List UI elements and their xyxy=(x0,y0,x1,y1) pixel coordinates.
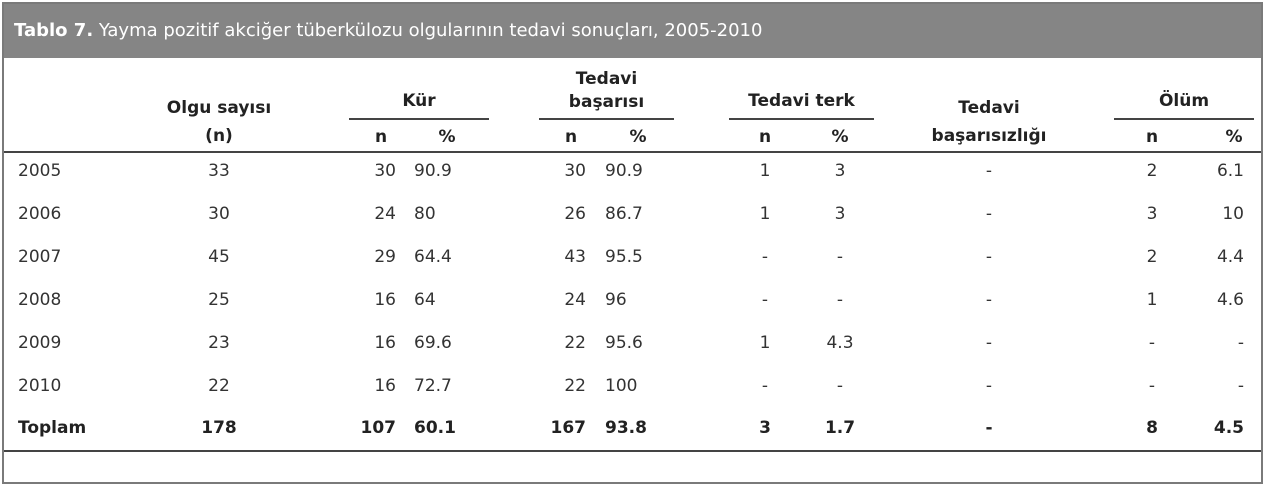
row-total-kur-n: 107 xyxy=(360,418,396,438)
row-2009-terk-n: 1 xyxy=(759,333,771,353)
row-total-terk-n: 3 xyxy=(759,418,771,438)
row-2008-olum-pct: 4.6 xyxy=(1216,290,1244,310)
row-2006-kur-pct: 80 xyxy=(414,204,436,224)
row-2007-kur-n: 29 xyxy=(374,247,396,267)
row-2005-olum-pct: 6.1 xyxy=(1216,161,1244,181)
row-2007-year: 2007 xyxy=(18,247,62,267)
row-2008-kur-pct: 64 xyxy=(414,290,436,310)
row-total-year: Toplam xyxy=(18,418,87,438)
row-2006-olum-pct: 10 xyxy=(1222,204,1244,224)
row-total-olum-n: 8 xyxy=(1146,418,1158,438)
header-kur: Kür xyxy=(402,91,436,111)
row-2009-kur-pct: 69.6 xyxy=(414,333,452,353)
row-2008-kur-n: 16 xyxy=(374,290,396,310)
header-olum-n: n xyxy=(1145,127,1159,147)
row-2005-kur-pct: 90.9 xyxy=(414,161,452,181)
row-2009-kur-n: 16 xyxy=(374,333,396,353)
row-2010-year: 2010 xyxy=(18,376,62,396)
row-2008-basarisiz: - xyxy=(985,290,993,310)
row-total-basarisiz: - xyxy=(985,418,993,438)
row-2007-bas-pct: 95.5 xyxy=(605,247,643,267)
table-caption xyxy=(4,4,1261,58)
row-2007-basarisiz: - xyxy=(985,247,993,267)
row-total-bas-n: 167 xyxy=(550,418,586,438)
row-2008-bas-pct: 96 xyxy=(605,290,627,310)
row-2007-bas-n: 43 xyxy=(564,247,586,267)
header-olum: Ölüm xyxy=(1158,91,1210,111)
table-caption-text: Yayma pozitif akciğer tüberkülozu olgularının tedavi sonuçları, 2005-2010 xyxy=(93,20,763,41)
row-2007-terk-n: - xyxy=(761,247,769,267)
row-2008-terk-n: - xyxy=(761,290,769,310)
header-terk-pct: % xyxy=(831,127,849,147)
header-bottom-rule xyxy=(4,151,1261,153)
row-2010-basarisiz: - xyxy=(985,376,993,396)
row-2006-year: 2006 xyxy=(18,204,62,224)
header-tedavi-basarisi-line2: başarısı xyxy=(568,92,645,112)
table-frame xyxy=(2,2,1263,484)
row-2006-olum-n: 3 xyxy=(1146,204,1158,224)
row-2007-olum-pct: 4.4 xyxy=(1216,247,1244,267)
row-2009-olgu: 23 xyxy=(208,333,230,353)
header-tedavi-terk-rule xyxy=(729,118,874,120)
row-2010-kur-n: 16 xyxy=(374,376,396,396)
header-basarisizlik-line1: Tedavi xyxy=(958,98,1020,118)
row-2006-basarisiz: - xyxy=(985,204,993,224)
row-2008-year: 2008 xyxy=(18,290,62,310)
row-2009-year: 2009 xyxy=(18,333,62,353)
row-2010-bas-pct: 100 xyxy=(605,376,638,396)
row-2005-kur-n: 30 xyxy=(374,161,396,181)
row-2010-terk-pct: - xyxy=(836,376,844,396)
row-2005-olum-n: 2 xyxy=(1146,161,1158,181)
header-olgu-line1: Olgu sayısı xyxy=(166,98,272,118)
header-olum-pct: % xyxy=(1225,127,1243,147)
row-2010-bas-n: 22 xyxy=(564,376,586,396)
table-bottom-rule xyxy=(4,450,1261,452)
row-2007-olgu: 45 xyxy=(208,247,230,267)
row-2005-basarisiz: - xyxy=(985,161,993,181)
row-2005-terk-n: 1 xyxy=(759,161,771,181)
row-2006-olgu: 30 xyxy=(208,204,230,224)
row-2006-bas-n: 26 xyxy=(564,204,586,224)
row-2009-olum-n: - xyxy=(1148,333,1156,353)
row-2010-kur-pct: 72.7 xyxy=(414,376,452,396)
header-tedavi-terk: Tedavi terk xyxy=(748,91,855,111)
table-caption-label: Tablo 7. xyxy=(14,20,94,41)
header-basarisizlik-line2: başarısızlığı xyxy=(931,126,1047,146)
row-2005-bas-pct: 90.9 xyxy=(605,161,643,181)
row-2010-terk-n: - xyxy=(761,376,769,396)
header-olum-rule xyxy=(1114,118,1254,120)
row-2010-olum-n: - xyxy=(1148,376,1156,396)
row-2005-year: 2005 xyxy=(18,161,62,181)
row-total-terk-pct: 1.7 xyxy=(824,418,856,438)
row-2008-bas-n: 24 xyxy=(564,290,586,310)
row-total-olgu: 178 xyxy=(201,418,237,438)
row-2009-basarisiz: - xyxy=(985,333,993,353)
row-total-olum-pct: 4.5 xyxy=(1213,418,1244,438)
header-bas-n: n xyxy=(564,127,578,147)
header-kur-rule xyxy=(349,118,489,120)
header-tedavi-basarisi-line1: Tedavi xyxy=(575,69,638,89)
row-2007-kur-pct: 64.4 xyxy=(414,247,452,267)
row-2006-terk-pct: 3 xyxy=(834,204,846,224)
header-kur-pct: % xyxy=(438,127,456,147)
header-bas-pct: % xyxy=(629,127,647,147)
header-tedavi-basarisi-rule xyxy=(539,118,674,120)
row-2008-olum-n: 1 xyxy=(1146,290,1158,310)
row-2006-kur-n: 24 xyxy=(374,204,396,224)
row-2008-terk-pct: - xyxy=(836,290,844,310)
header-terk-n: n xyxy=(758,127,772,147)
row-2010-olgu: 22 xyxy=(208,376,230,396)
row-total-bas-pct: 93.8 xyxy=(605,418,647,438)
row-2007-olum-n: 2 xyxy=(1146,247,1158,267)
row-2006-terk-n: 1 xyxy=(759,204,771,224)
row-2005-terk-pct: 3 xyxy=(834,161,846,181)
row-2009-bas-pct: 95.6 xyxy=(605,333,643,353)
row-2009-bas-n: 22 xyxy=(564,333,586,353)
row-2006-bas-pct: 86.7 xyxy=(605,204,643,224)
row-2005-bas-n: 30 xyxy=(564,161,586,181)
row-2008-olgu: 25 xyxy=(208,290,230,310)
header-kur-n: n xyxy=(374,127,388,147)
row-total-kur-pct: 60.1 xyxy=(414,418,456,438)
row-2007-terk-pct: - xyxy=(836,247,844,267)
header-olgu-line2: (n) xyxy=(205,126,233,146)
row-2005-olgu: 33 xyxy=(208,161,230,181)
row-2010-olum-pct: - xyxy=(1237,376,1244,396)
row-2009-terk-pct: 4.3 xyxy=(826,333,854,353)
row-2009-olum-pct: - xyxy=(1237,333,1244,353)
